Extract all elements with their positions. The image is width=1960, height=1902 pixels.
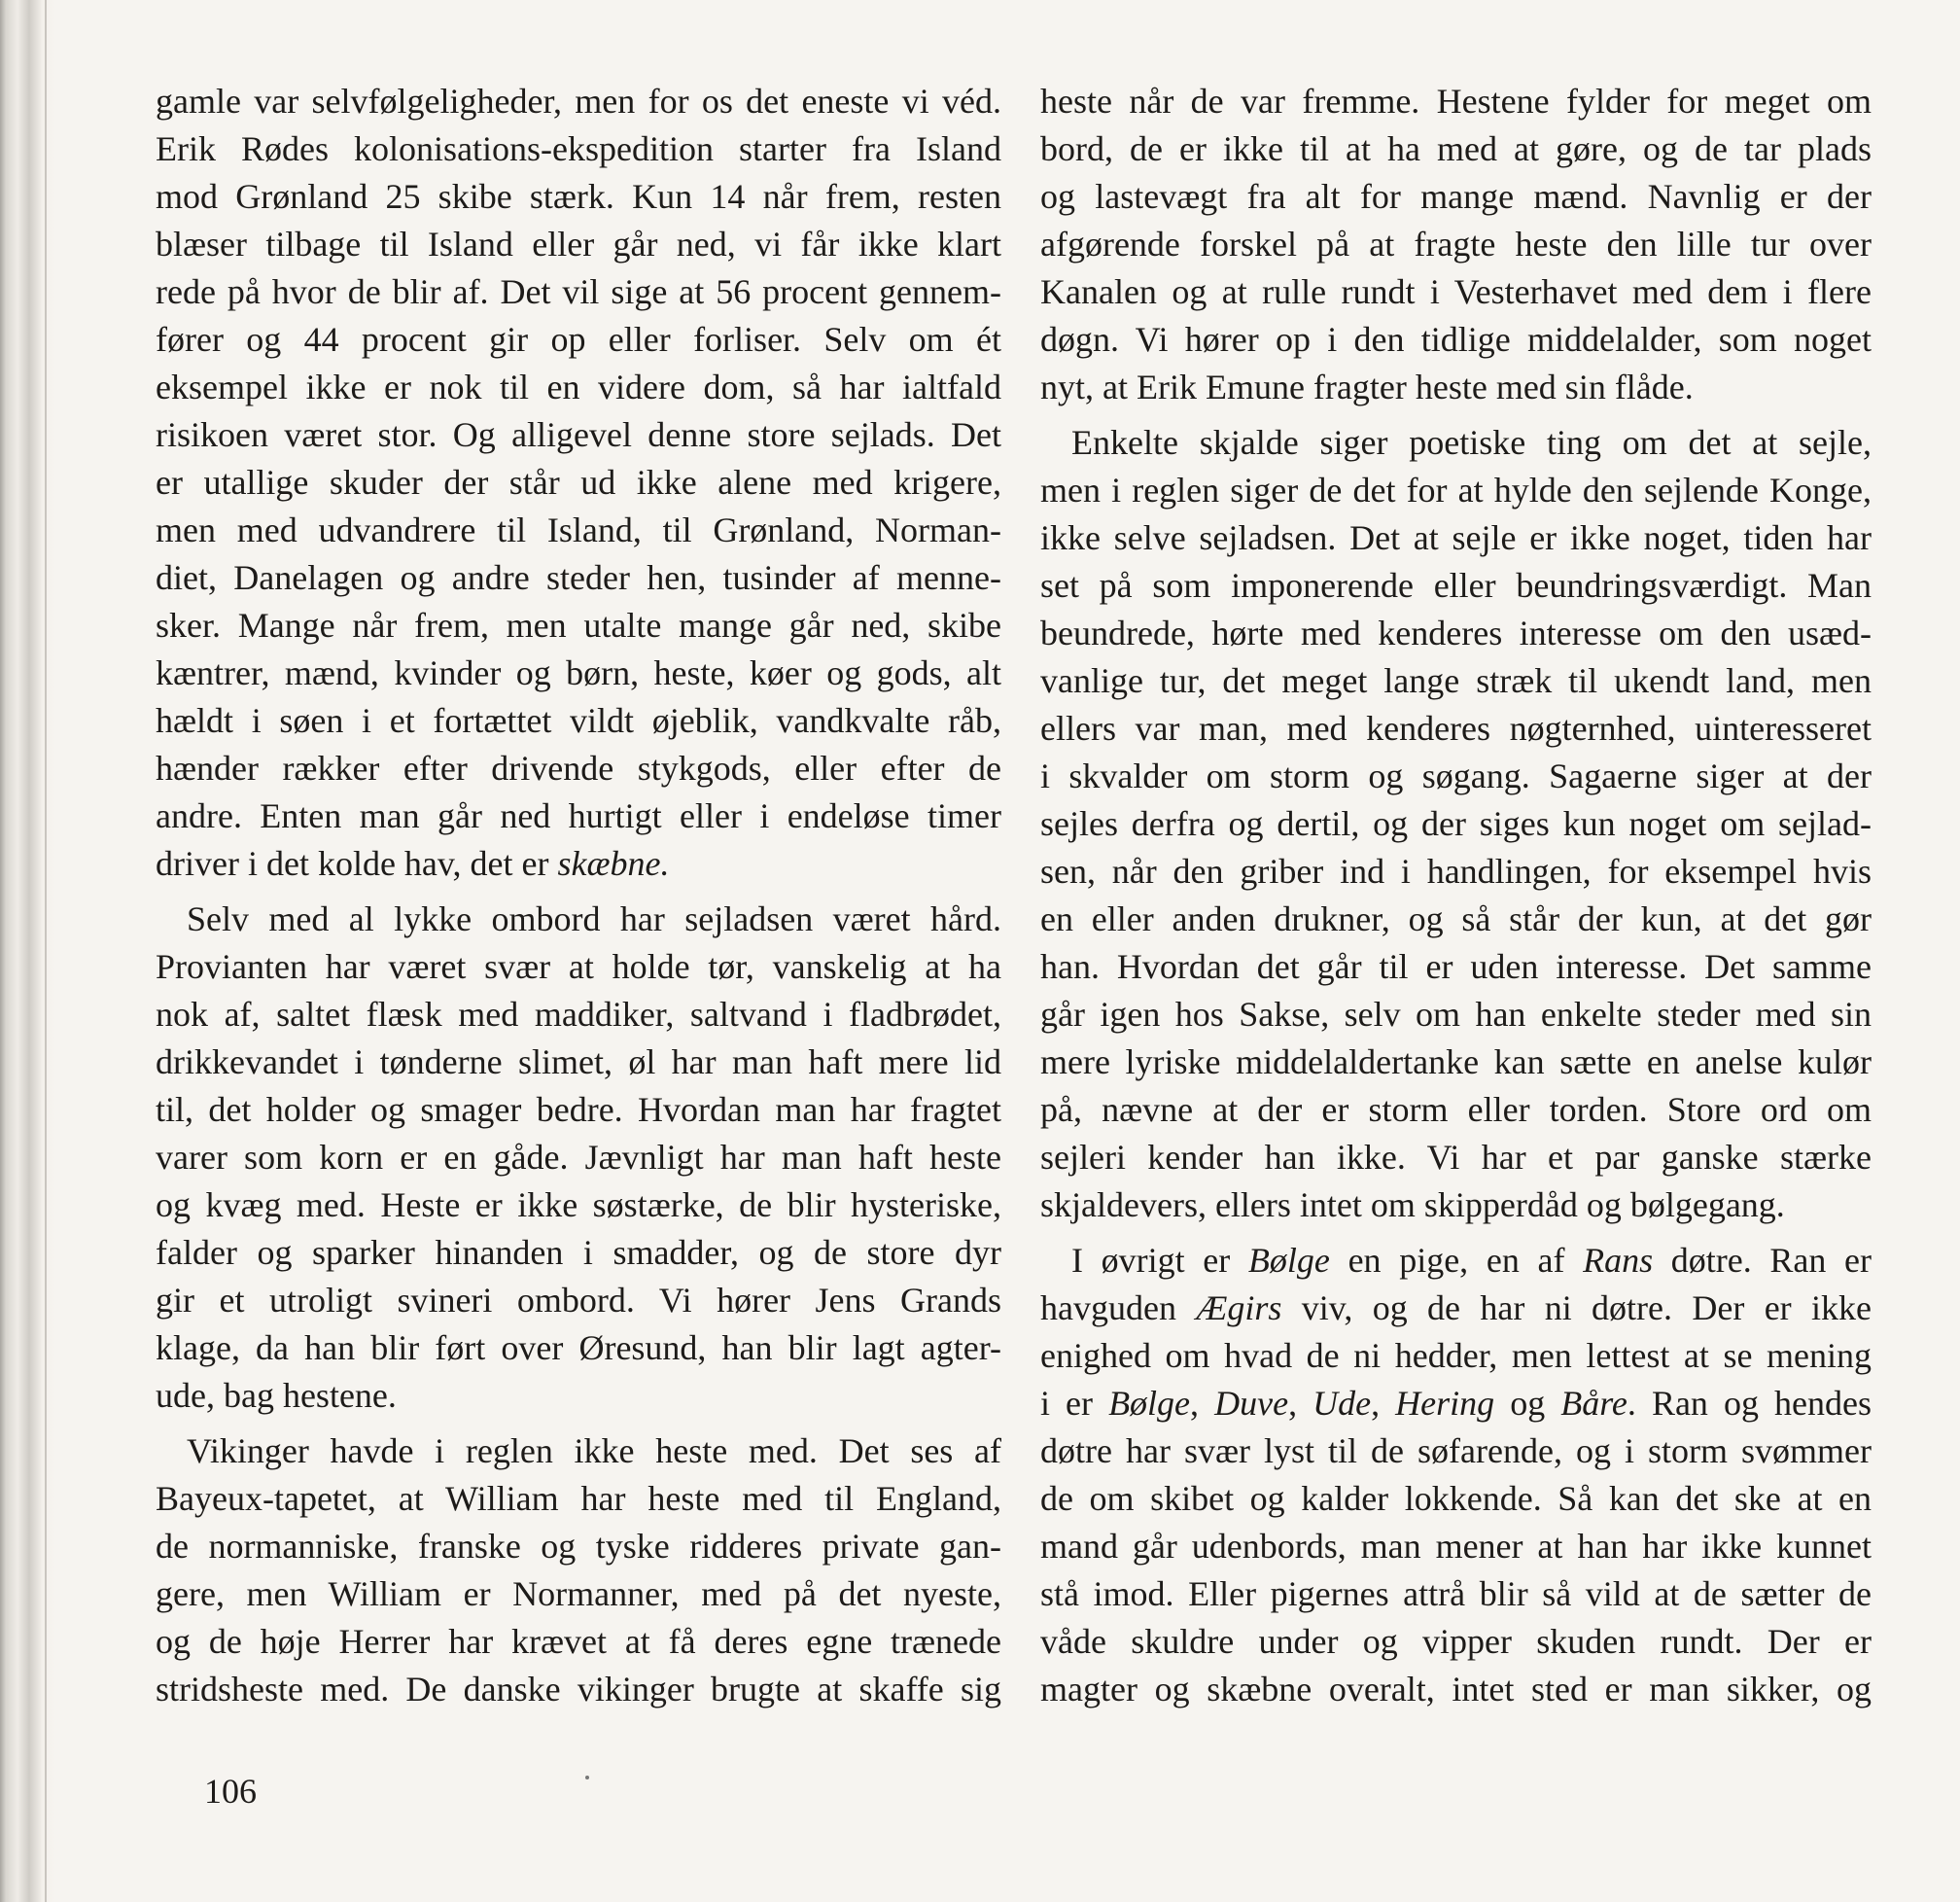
text-line: hældt i søen i et fortættet vildt øjeblik, vandkvalte råb, (156, 701, 1001, 740)
text-fragment: I øvrigt er (1071, 1241, 1248, 1280)
text-line: Vikinger havde i reglen ikke heste med. Det ses af (187, 1431, 1001, 1470)
text-line: enighed om hvad de ni hedder, men lettest at se mening (1040, 1336, 1872, 1375)
book-gutter (0, 0, 56, 1902)
text-line: bord, de er ikke til at ha med at gøre, og de tar plads (1040, 129, 1872, 168)
text-line: diet, Danelagen og andre steder hen, tusinder af menne- (156, 558, 1001, 597)
text-line: beundrede, hørte med kenderes interesse om den usæd- (1040, 614, 1872, 652)
text-line: eksempel ikke er nok til en videre dom, så har ialtfald (156, 368, 1001, 406)
text-line: og kvæg med. Heste er ikke søstærke, de blir hysteriske, (156, 1185, 1001, 1224)
italic-word: Bølge (1247, 1241, 1330, 1280)
text-fragment: viv, og de har ni døtre. Der er ikke (1281, 1288, 1872, 1327)
paragraph-4 (1040, 78, 1872, 411)
text-line: en eller anden drukner, og så står der kun, at det gør (1040, 899, 1872, 938)
text-line: de normanniske, franske og tyske ridderes private gan- (156, 1527, 1001, 1566)
italic-word: skæbne. (557, 844, 670, 883)
italic-word: Duve (1214, 1384, 1289, 1423)
text-fragment: , (1288, 1384, 1313, 1423)
text-fragment: og (1494, 1384, 1561, 1423)
text-fragment: havguden (1040, 1288, 1197, 1327)
text-line (1040, 1380, 1872, 1427)
paragraph-gap (1040, 411, 1872, 419)
text-line: og lastevægt fra alt for mange mænd. Navnlig er der (1040, 177, 1872, 216)
text-line: de om skibet og kalder lokkende. Så kan det ske at en (1040, 1479, 1872, 1518)
text-line: stå imod. Eller pigernes attrå blir så vild at de sætter de (1040, 1574, 1872, 1613)
italic-word: Hering (1395, 1384, 1495, 1423)
text-line: gamle var selvfølgeligheder, men for os det eneste vi véd. (156, 82, 1001, 121)
text-line: går igen hos Sakse, selv om han enkelte steder med sin (1040, 995, 1872, 1034)
text-line: stridsheste med. De danske vikinger brugte at skaffe sig (156, 1670, 1001, 1708)
paragraph-1 (156, 78, 1001, 888)
text-line: fører og 44 procent gir op eller forliser. Selv om ét (156, 320, 1001, 359)
text-line (1040, 1237, 1872, 1285)
text-line (156, 840, 1001, 888)
paragraph-gap (156, 888, 1001, 896)
print-speck (585, 1776, 589, 1779)
italic-word: Rans (1583, 1241, 1654, 1280)
text-line: mod Grønland 25 skibe stærk. Kun 14 når frem, resten (156, 177, 1001, 216)
text-fragment: . Ran og hendes (1627, 1384, 1872, 1423)
text-line: Erik Rødes kolonisations-ekspedition starter fra Island (156, 129, 1001, 168)
italic-word: Båre (1560, 1384, 1628, 1423)
text-line: sejles derfra og dertil, og der siges kun noget om sejlad- (1040, 804, 1872, 843)
text-line: rede på hvor de blir af. Det vil sige at 56 procent gennem- (156, 272, 1001, 311)
text-fragment: , (1371, 1384, 1396, 1423)
text-line: er utallige skuder der står ud ikke alene med krigere, (156, 463, 1001, 502)
text-line: heste når de var fremme. Hestene fylder for meget om (1040, 82, 1872, 121)
paragraph-gap (1040, 1229, 1872, 1237)
text-line (1040, 1285, 1872, 1332)
right-text-column (1040, 78, 1872, 1713)
paragraph-6 (1040, 1237, 1872, 1713)
text-line: kæntrer, mænd, kvinder og børn, heste, køer og gods, alt (156, 653, 1001, 692)
text-line: drikkevandet i tønderne slimet, øl har man haft mere lid (156, 1042, 1001, 1081)
text-fragment: en pige, en af (1329, 1241, 1584, 1280)
text-line: til, det holder og smager bedre. Hvordan man har fragtet (156, 1090, 1001, 1129)
text-line: ellers var man, med kenderes nøgternhed, uinteresseret (1040, 709, 1872, 748)
text-line: døgn. Vi hører op i den tidlige middelalder, som noget (1040, 320, 1872, 359)
text-line: sen, når den griber ind i handlingen, for eksempel hvis (1040, 852, 1872, 891)
text-line: nok af, saltet flæsk med maddiker, saltvand i fladbrødet, (156, 995, 1001, 1034)
text-line: magter og skæbne overalt, intet sted er man sikker, og (1040, 1670, 1872, 1708)
text-line: Provianten har været svær at holde tør, vanskelig at ha (156, 947, 1001, 986)
text-line: våde skuldre under og vipper skuden rundt. Der er (1040, 1622, 1872, 1661)
text-line: ude, bag hestene. (156, 1376, 397, 1415)
text-line: afgørende forskel på at fragte heste den lille tur over (1040, 225, 1872, 264)
text-line: vanlige tur, det meget lange stræk til ukendt land, men (1040, 661, 1872, 700)
text-line: andre. Enten man går ned hurtigt eller i endeløse timer (156, 796, 1001, 835)
text-line: Selv med al lykke ombord har sejladsen været hård. (187, 899, 1001, 938)
text-line: hænder rækker efter drivende stykgods, eller efter de (156, 749, 1001, 788)
paragraph-gap (156, 1420, 1001, 1427)
text-line: Bayeux-tapetet, at William har heste med til England, (156, 1479, 1001, 1518)
text-line: risikoen været stor. Og alligevel denne store sejlads. Det (156, 415, 1001, 454)
text-fragment: døtre. Ran er (1653, 1241, 1872, 1280)
text-line: Enkelte skjalde siger poetiske ting om det at sejle, (1071, 423, 1872, 462)
paragraph-5 (1040, 419, 1872, 1229)
paragraph-2 (156, 896, 1001, 1420)
text-line: men i reglen siger de det for at hylde den sejlende Konge, (1040, 471, 1872, 510)
text-line: varer som korn er en gåde. Jævnligt har man haft heste (156, 1138, 1001, 1177)
text-line: set på som imponerende eller beundringsværdigt. Man (1040, 566, 1872, 605)
italic-word: Ude (1312, 1384, 1372, 1423)
text-line: ikke selve sejladsen. Det at sejle er ikke noget, tiden har (1040, 518, 1872, 557)
italic-word: Bølge (1108, 1384, 1191, 1423)
page-number: 106 (204, 1772, 257, 1811)
text-line: Kanalen og at rulle rundt i Vesterhavet med dem i flere (1040, 272, 1872, 311)
text-line: sejleri kender han ikke. Vi har et par ganske stærke (1040, 1138, 1872, 1177)
text-line: gere, men William er Normanner, med på det nyeste, (156, 1574, 1001, 1613)
text-line: blæser tilbage til Island eller går ned, vi får ikke klart (156, 225, 1001, 264)
text-fragment: driver i det kolde hav, det er (156, 844, 558, 883)
left-text-column (156, 78, 1001, 1713)
text-fragment: , (1190, 1384, 1215, 1423)
text-line: mere lyriske middelaldertanke kan sætte en anelse kulør (1040, 1042, 1872, 1081)
text-line: sker. Mange når frem, men utalte mange går ned, skibe (156, 606, 1001, 645)
text-line: men med udvandrere til Island, til Grønland, Norman- (156, 511, 1001, 549)
text-line: han. Hvordan det går til er uden interesse. Det samme (1040, 947, 1872, 986)
text-line: falder og sparker hinanden i smadder, og de store dyr (156, 1233, 1001, 1272)
text-line: nyt, at Erik Emune fragter heste med sin flåde. (1040, 368, 1694, 406)
italic-word: Ægirs (1196, 1288, 1282, 1327)
text-line: på, nævne at der er storm eller torden. Store ord om (1040, 1090, 1872, 1129)
text-fragment: i er (1040, 1384, 1109, 1423)
paragraph-3 (156, 1427, 1001, 1713)
text-line: klage, da han blir ført over Øresund, han blir lagt agter- (156, 1328, 1001, 1367)
text-line: mand går udenbords, man mener at han har ikke kunnet (1040, 1527, 1872, 1566)
text-line: skjaldevers, ellers intet om skipperdåd og bølgegang. (1040, 1185, 1785, 1224)
text-line: og de høje Herrer har krævet at få deres egne trænede (156, 1622, 1001, 1661)
text-line: gir et utroligt svineri ombord. Vi hører Jens Grands (156, 1281, 1001, 1320)
text-line: i skvalder om storm og søgang. Sagaerne siger at der (1040, 757, 1872, 795)
text-line: døtre har svær lyst til de søfarende, og i storm svømmer (1040, 1431, 1872, 1470)
